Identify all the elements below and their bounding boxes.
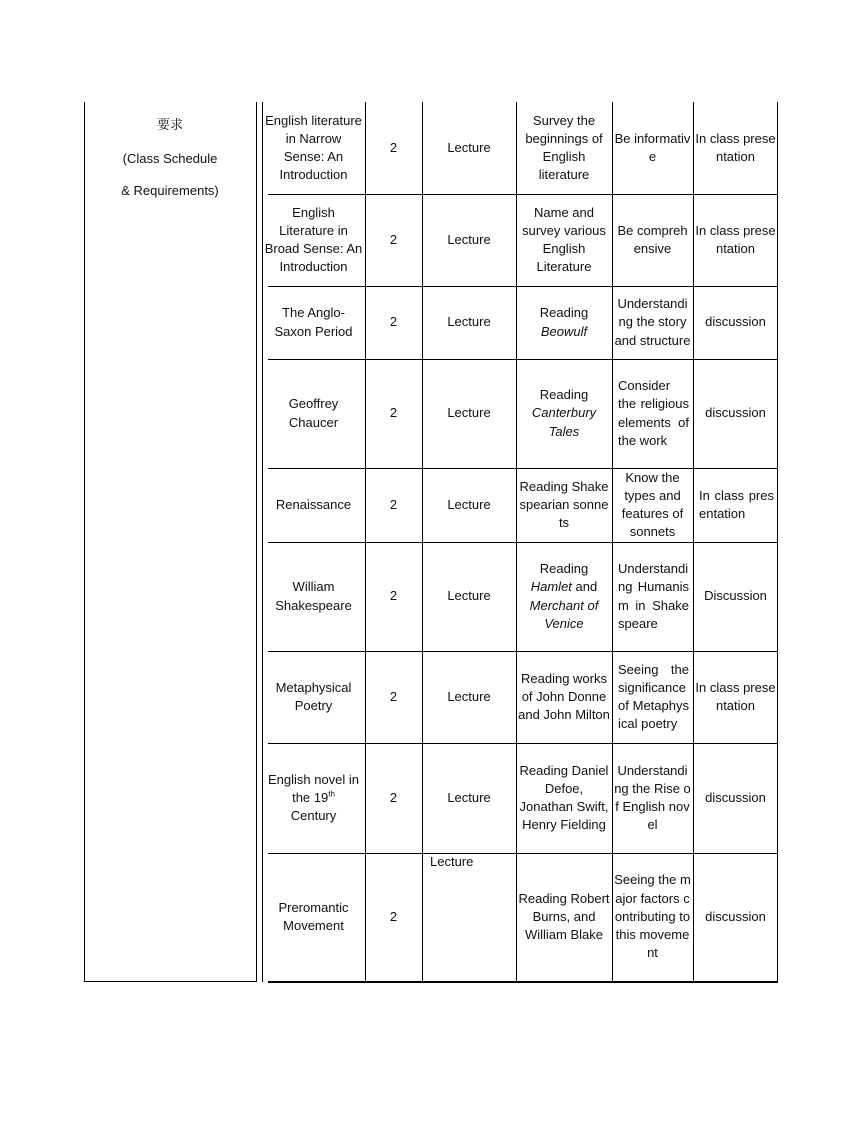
assessment-cell [693,194,778,286]
course-schedule-table [84,102,779,982]
assessment-cell [693,102,778,194]
goal-text: Seeing the significance of Metaphysical poetry [618,661,689,732]
assessment-cell [693,286,778,359]
topic-text: Preromantic Movement [278,899,349,933]
goal-text: Be comprehensive [617,222,688,256]
content-text: Name and survey various English Literature [522,204,606,275]
method-cell [422,853,516,981]
method-text: Lecture [430,854,474,869]
goal-cell [612,651,693,743]
topic-text: William Shakespeare [275,579,352,613]
hours-cell [365,286,422,359]
content-cell [516,542,612,651]
hours-cell [365,359,422,468]
hours-cell [365,853,422,981]
method-text: Lecture [447,688,491,704]
topic-cell [262,542,365,651]
label-english-line2: & Requirements) [121,183,219,198]
topic-cell [262,359,365,468]
assessment-cell [693,853,778,981]
goal-cell [612,743,693,853]
method-cell [422,651,516,743]
content-cell [516,194,612,286]
content-text: Reading [539,305,589,321]
assessment-text: In class presentation [699,487,774,521]
hours-text: 2 [389,139,398,155]
method-text: Lecture [447,405,491,421]
method-cell [422,102,516,194]
goal-cell [612,286,693,359]
assessment-cell [693,542,778,651]
topic-cell [262,102,365,194]
hours-text: 2 [389,231,398,247]
method-cell [422,359,516,468]
topic-text: Century [290,808,337,824]
work-title: Hamlet [530,579,572,595]
goal-text: Consider the religious elements of the work [618,378,689,448]
assessment-text: discussion [705,405,766,421]
content-cell [516,743,612,853]
work-title: Merchant of Venice [529,597,599,631]
method-cell [422,468,516,542]
topic-cell [262,651,365,743]
content-text: Reading [539,387,589,403]
assessment-text: discussion [705,789,766,805]
content-cell [516,359,612,468]
topic-text: English Literature in Broad Sense: An Introduction [264,204,363,275]
assessment-cell [693,359,778,468]
table-left-border [84,102,85,982]
content-text: Reading Robert Burns, and William Blake [518,890,610,943]
content-text: Reading Daniel Defoe, Jonathan Swift, Henry Fielding [519,762,609,833]
assessment-cell [693,651,778,743]
goal-text: Seeing the major factors contributing to this movement [614,872,691,961]
content-text: Reading works of John Donne and John Milton [518,670,610,723]
label-english-line1: (Class Schedule [122,151,218,166]
table-row [262,651,778,743]
content-cell [516,468,612,542]
topic-text: English novel in the 19 [267,771,360,805]
goal-text: Know the types and features of sonnets [621,469,684,540]
content-text: and [575,579,598,595]
topic-text: English literature in Narrow Sense: An Introduction [265,112,362,183]
ordinal-superscript: th [328,789,335,799]
table-row [262,468,778,542]
assessment-text: discussion [705,314,766,330]
assessment-text: In class presentation [695,130,776,164]
topic-cell [262,853,365,981]
hours-cell [365,651,422,743]
table-row [262,286,778,359]
goal-text: Understanding Humanism in Shakespeare [618,561,689,631]
topic-text: The Anglo-Saxon Period [274,305,353,339]
label-bottom-border [84,981,257,982]
goal-cell [612,194,693,286]
label-chinese: 要求 [156,118,183,133]
assessment-text: Discussion [704,588,767,604]
goal-cell [612,102,693,194]
hours-text: 2 [389,405,398,421]
content-cell [516,853,612,981]
table-row [262,102,778,194]
method-text: Lecture [447,139,491,155]
method-cell [422,194,516,286]
hours-cell [365,743,422,853]
topic-cell [262,468,365,542]
topic-text: Geoffrey Chaucer [288,396,339,430]
method-text: Lecture [447,496,491,512]
hours-text: 2 [389,688,398,704]
topic-cell [262,194,365,286]
grid-hline [268,981,778,983]
goal-cell [612,359,693,468]
content-text: Survey the beginnings of English literature [525,112,603,183]
content-cell [516,651,612,743]
content-text: Reading Shakespearian sonnets [519,478,609,531]
hours-text: 2 [389,908,398,924]
hours-text: 2 [389,588,398,604]
method-cell [422,743,516,853]
method-text: Lecture [447,789,491,805]
table-row [262,194,778,286]
hours-cell [365,102,422,194]
method-cell [422,286,516,359]
topic-text: Renaissance [275,496,352,512]
goal-cell [612,542,693,651]
hours-cell [365,542,422,651]
assessment-text: discussion [705,908,766,924]
hours-text: 2 [389,314,398,330]
goal-cell [612,853,693,981]
assessment-text: In class presentation [695,679,776,713]
work-title: Canterbury Tales [531,405,597,439]
table-row [262,853,778,981]
goal-text: Understanding the Rise of English novel [614,762,691,833]
goal-text: Be informative [614,130,691,164]
method-cell [422,542,516,651]
hours-cell [365,194,422,286]
goal-cell [612,468,693,542]
topic-cell [262,743,365,853]
work-title: Beowulf [540,323,588,339]
goal-text: Understanding the story and structure [614,296,691,348]
method-text: Lecture [447,231,491,247]
content-text: Reading [539,561,589,577]
table-row [262,743,778,853]
method-text: Lecture [447,314,491,330]
content-cell [516,286,612,359]
assessment-text: In class presentation [695,222,776,256]
label-column-border [256,102,257,982]
hours-cell [365,468,422,542]
topic-cell [262,286,365,359]
hours-text: 2 [389,789,398,805]
table-row [262,359,778,468]
hours-text: 2 [389,496,398,512]
assessment-cell [693,468,778,542]
table-row [262,542,778,651]
content-cell [516,102,612,194]
assessment-cell [693,743,778,853]
topic-text: Metaphysical Poetry [275,679,352,713]
method-text: Lecture [447,588,491,604]
